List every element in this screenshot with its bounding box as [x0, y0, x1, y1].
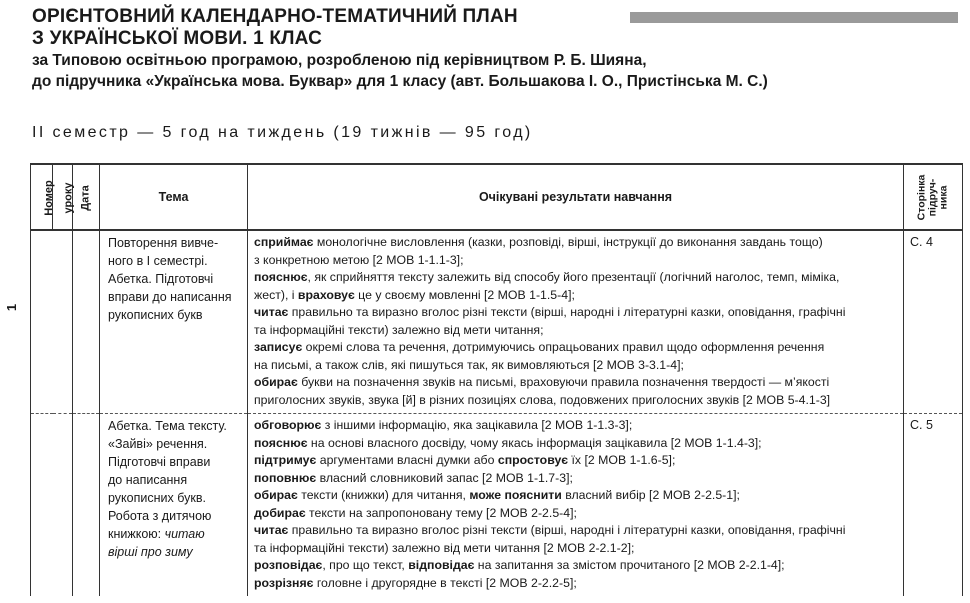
table-header-row	[31, 164, 963, 230]
cell-topic: Абетка. Тема тексту. «Зайві» речення. Підготовчі вправи до написання рукописних букв. Робота з дитячою книжкою: читаю вірші про зиму	[100, 414, 248, 597]
semester-heading: II семестр — 5 год на тиждень (19 тижнів — 95 год)	[32, 124, 533, 141]
subtitle-line-2: до підручника «Українська мова. Буквар» для 1 класу (авт. Большакова І. О., Пристінська М. С.)	[32, 73, 768, 90]
table-row	[31, 230, 963, 414]
col-header-page: Сторінка підруч- ника	[904, 164, 963, 230]
title-line-2: З УКРАЇНСЬКОЇ МОВИ. 1 КЛАС	[32, 28, 323, 49]
subtitle-line-1: за Типовою освітньою програмою, розробленою під керівництвом Р. Б. Шияна,	[32, 52, 647, 69]
cell-lesson-number	[31, 414, 73, 597]
cell-results: сприймає монологічне висловлення (казки, розповіді, вірші, інструкції до виконання завдань тощо) з конкретною метою [2 МОВ 1-1.1-3]; пояснює, як сприйняття тексту залежить від способу його презентації (логічний наголос, темп, міміка, жест), і враховує це у своєму мовленні [2 МОВ 1-1.5-4]; читає правильно та виразно вголос різні тексти (вірші, народні і літературні казки, оповідання, графічні та інформаційні тексти) залежно від мети читання; записує окремі слова та речення, дотримуючись опрацьованих правил щодо оформлення речення на письмі, а також слів, які пишуться так, як вимовляються [2 МОВ 3-3.1-4]; обирає букви на позначення звуків на письмі, враховуючи правила позначення твердості — м’якості приголосних звуків, звука [й] в різних позиціях слова, подовжених приголосних звуків [2 МОВ 5-4.1-3]	[248, 230, 904, 414]
side-page-number: 1	[4, 303, 20, 312]
title-line-1: ОРІЄНТОВНИЙ КАЛЕНДАРНО-ТЕМАТИЧНИЙ ПЛАН	[32, 6, 518, 27]
cell-results: обговорює з іншими інформацію, яка зацікавила [2 МОВ 1-1.3-3]; пояснює на основі власного досвіду, чому якась інформація зацікавила [2 МОВ 1-1.4-3]; підтримує аргументами власні думки або спростовує їх [2 МОВ 1-1.6-5]; поповнює власний словниковий запас [2 МОВ 1-1.7-3]; обирає тексти (книжки) для читання, може пояснити власний вибір [2 МОВ 2-2.5-1]; добирає тексти на запропоновану тему [2 МОВ 2-2.5-4]; читає правильно та виразно вголос різні тексти (вірші, народні і літературні казки, оповідання, графічні та інформаційні тексти) залежно від мети читання [2 МОВ 2-2.1-2]; розповідає, про що текст, відповідає на запитання за змістом прочитаного [2 МОВ 2-2.1-4]; розрізняє головне і другорядне в тексті [2 МОВ 2-2.2-5];	[248, 414, 904, 597]
col-header-lesson-number: Номер	[31, 164, 53, 230]
col-header-lesson-number-2: уроку	[53, 164, 73, 230]
cell-page: С. 4	[904, 230, 963, 414]
document-subtitle	[32, 50, 768, 92]
cell-page: С. 5	[904, 414, 963, 597]
cell-lesson-number	[31, 230, 73, 414]
col-header-topic: Тема	[100, 164, 248, 230]
cell-date	[73, 414, 100, 597]
cell-date	[73, 230, 100, 414]
plan-table	[30, 163, 963, 596]
col-header-results: Очікувані результати навчання	[248, 164, 904, 230]
header-decor-bar	[630, 12, 958, 23]
document-title	[32, 6, 518, 50]
table-row	[31, 414, 963, 597]
col-header-date: Дата	[73, 164, 100, 230]
cell-topic: Повторення вивче- ного в І семестрі. Абетка. Підготовчі вправи до написання рукописних букв	[100, 230, 248, 414]
